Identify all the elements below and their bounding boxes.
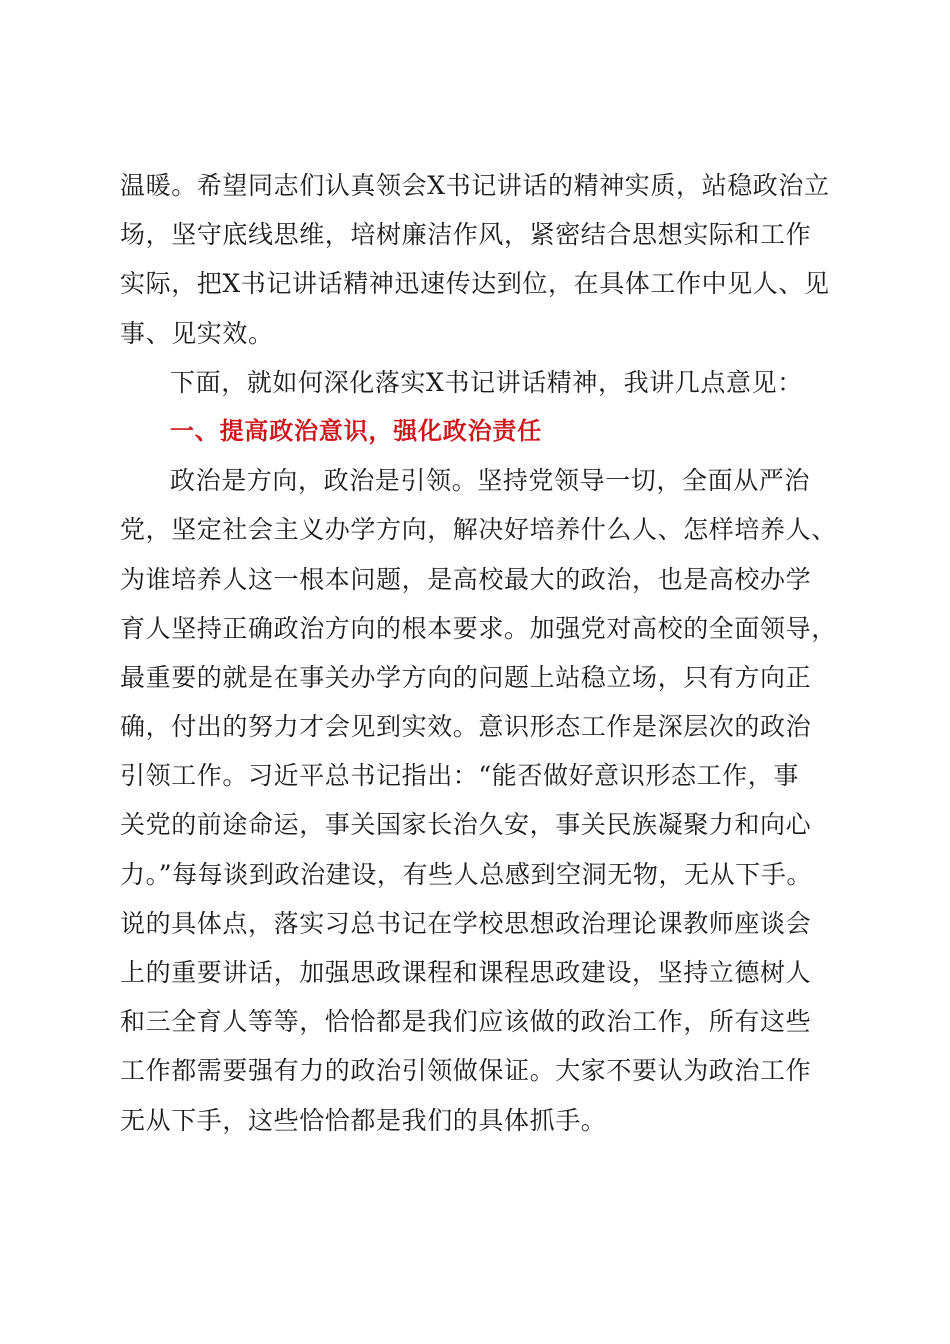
document-body xyxy=(120,161,837,1145)
body-paragraph xyxy=(120,456,837,1145)
paragraph-line: 力。”每每谈到政治建设，有些人总感到空洞无物，无从下手。 xyxy=(120,859,813,889)
transition-paragraph: 下面，就如何深化落实X书记讲话精神，我讲几点意见： xyxy=(170,367,803,397)
paragraph-line: 育人坚持正确政治方向的根本要求。加强党对高校的全面领导， xyxy=(120,613,837,643)
paragraph-line: 党，坚定社会主义办学方向，解决好培养什么人、怎样培养人、 xyxy=(120,515,837,545)
paragraph-line: 引领工作。习近平总书记指出：“能否做好意识形态工作，事 xyxy=(120,761,799,791)
paragraph-line: 最重要的就是在事关办学方向的问题上站稳立场，只有方向正 xyxy=(120,662,812,692)
paragraph-line: 上的重要讲话，加强思政课程和课程思政建设，坚持立德树人 xyxy=(120,958,812,987)
paragraph-line: 确，付出的努力才会见到实效。意识形态工作是深层次的政治 xyxy=(120,712,812,742)
paragraph-line: 无从下手，这些恰恰都是我们的具体抓手。 xyxy=(120,1105,607,1135)
section-heading: 一、提高政治意识，强化政治责任 xyxy=(170,416,542,445)
paragraph-line: 场，坚守底线思维，培树廉洁作风，紧密结合思想实际和工作 xyxy=(120,220,812,250)
paragraph-line: 和三全育人等等，恰恰都是我们应该做的政治工作，所有这些 xyxy=(120,1007,812,1037)
paragraph-line: 政治是方向，政治是引领。坚持党领导一切，全面从严治 xyxy=(170,466,811,496)
paragraph-line: 为谁培养人这一根本问题，是高校最大的政治，也是高校办学 xyxy=(120,564,812,594)
paragraph-line: 说的具体点，落实习总书记在学校思想政治理论课教师座谈会 xyxy=(120,908,812,938)
paragraph-line: 关党的前途命运，事关国家长治久安，事关民族凝聚力和向心 xyxy=(120,810,812,840)
intro-paragraph xyxy=(120,161,832,358)
paragraph-line: 温暖。希望同志们认真领会X书记讲话的精神实质，站稳政治立 xyxy=(120,171,830,200)
paragraph-line: 工作都需要强有力的政治引领做保证。大家不要认为政治工作 xyxy=(120,1056,812,1086)
paragraph-line: 实际，把X书记讲话精神迅速传达到位，在具体工作中见人、见 xyxy=(120,269,830,299)
paragraph-line: 事、见实效。 xyxy=(120,318,274,348)
